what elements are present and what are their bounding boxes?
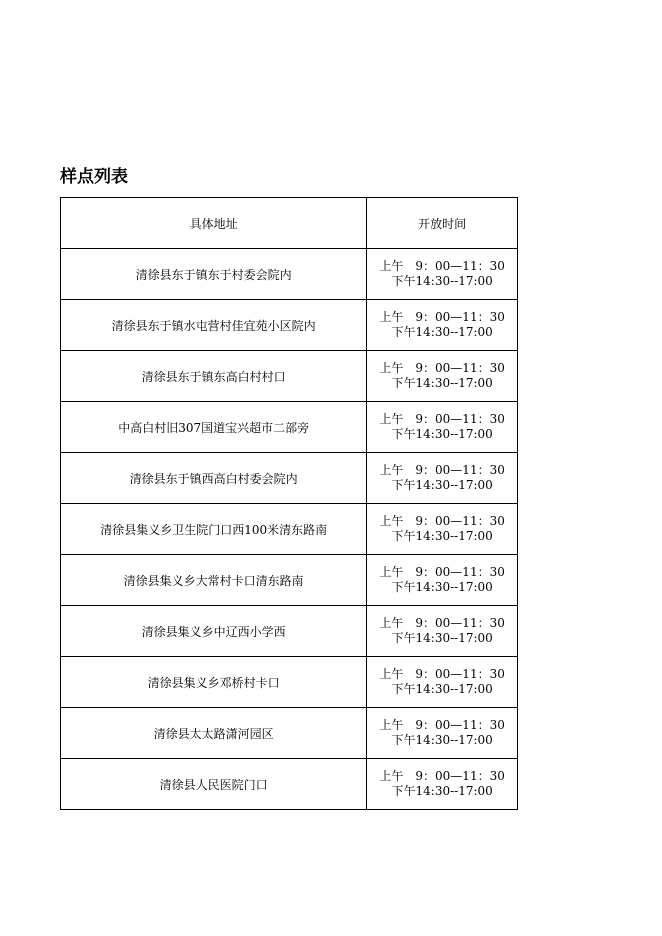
site-open-time [367, 300, 518, 351]
site-open-time [367, 402, 518, 453]
site-open-time [367, 606, 518, 657]
site-address: 清徐县集义乡中辽西小学西 [61, 606, 367, 657]
open-time-afternoon: 下午14:30--17:00 [391, 733, 493, 747]
site-open-time [367, 759, 518, 810]
sampling-sites-table [60, 197, 518, 810]
table-row [61, 453, 518, 504]
open-time-morning: 上午 9：00—11：30 [379, 769, 505, 783]
open-time-morning: 上午 9：00—11：30 [379, 514, 505, 528]
open-time-morning: 上午 9：00—11：30 [379, 463, 505, 477]
site-open-time [367, 249, 518, 300]
table-body [61, 249, 518, 810]
site-open-time [367, 708, 518, 759]
open-time-afternoon: 下午14:30--17:00 [391, 427, 493, 441]
open-time-afternoon: 下午14:30--17:00 [391, 529, 493, 543]
site-address: 清徐县太太路潇河园区 [61, 708, 367, 759]
open-time-morning: 上午 9：00—11：30 [379, 259, 505, 273]
table-row [61, 351, 518, 402]
site-open-time [367, 555, 518, 606]
site-open-time [367, 504, 518, 555]
site-address: 清徐县人民医院门口 [61, 759, 367, 810]
open-time-afternoon: 下午14:30--17:00 [391, 376, 493, 390]
table-row [61, 504, 518, 555]
open-time-morning: 上午 9：00—11：30 [379, 310, 505, 324]
site-open-time [367, 453, 518, 504]
open-time-morning: 上午 9：00—11：30 [379, 565, 505, 579]
table-row [61, 606, 518, 657]
table-row [61, 759, 518, 810]
open-time-morning: 上午 9：00—11：30 [379, 412, 505, 426]
open-time-afternoon: 下午14:30--17:00 [391, 784, 493, 798]
table-row [61, 300, 518, 351]
open-time-morning: 上午 9：00—11：30 [379, 718, 505, 732]
open-time-morning: 上午 9：00—11：30 [379, 667, 505, 681]
header-address: 具体地址 [61, 198, 367, 249]
site-address: 清徐县集义乡卫生院门口西100米清东路南 [61, 504, 367, 555]
site-address: 清徐县集义乡大常村卡口清东路南 [61, 555, 367, 606]
open-time-afternoon: 下午14:30--17:00 [391, 478, 493, 492]
table-row [61, 402, 518, 453]
site-address: 中高白村旧307国道宝兴超市二部旁 [61, 402, 367, 453]
open-time-morning: 上午 9：00—11：30 [379, 361, 505, 375]
open-time-afternoon: 下午14:30--17:00 [391, 325, 493, 339]
table-header-row [61, 198, 518, 249]
table-row [61, 657, 518, 708]
site-address: 清徐县集义乡邓桥村卡口 [61, 657, 367, 708]
open-time-afternoon: 下午14:30--17:00 [391, 274, 493, 288]
open-time-afternoon: 下午14:30--17:00 [391, 580, 493, 594]
open-time-afternoon: 下午14:30--17:00 [391, 682, 493, 696]
site-open-time [367, 351, 518, 402]
table-row [61, 555, 518, 606]
site-address: 清徐县东于镇东于村委会院内 [61, 249, 367, 300]
open-time-afternoon: 下午14:30--17:00 [391, 631, 493, 645]
section-title: 样点列表 [60, 167, 128, 187]
site-address: 清徐县东于镇东高白村村口 [61, 351, 367, 402]
table-row [61, 708, 518, 759]
open-time-morning: 上午 9：00—11：30 [379, 616, 505, 630]
site-address: 清徐县东于镇水屯营村佳宜苑小区院内 [61, 300, 367, 351]
site-address: 清徐县东于镇西高白村委会院内 [61, 453, 367, 504]
table-row [61, 249, 518, 300]
header-open-time: 开放时间 [367, 198, 518, 249]
site-open-time [367, 657, 518, 708]
